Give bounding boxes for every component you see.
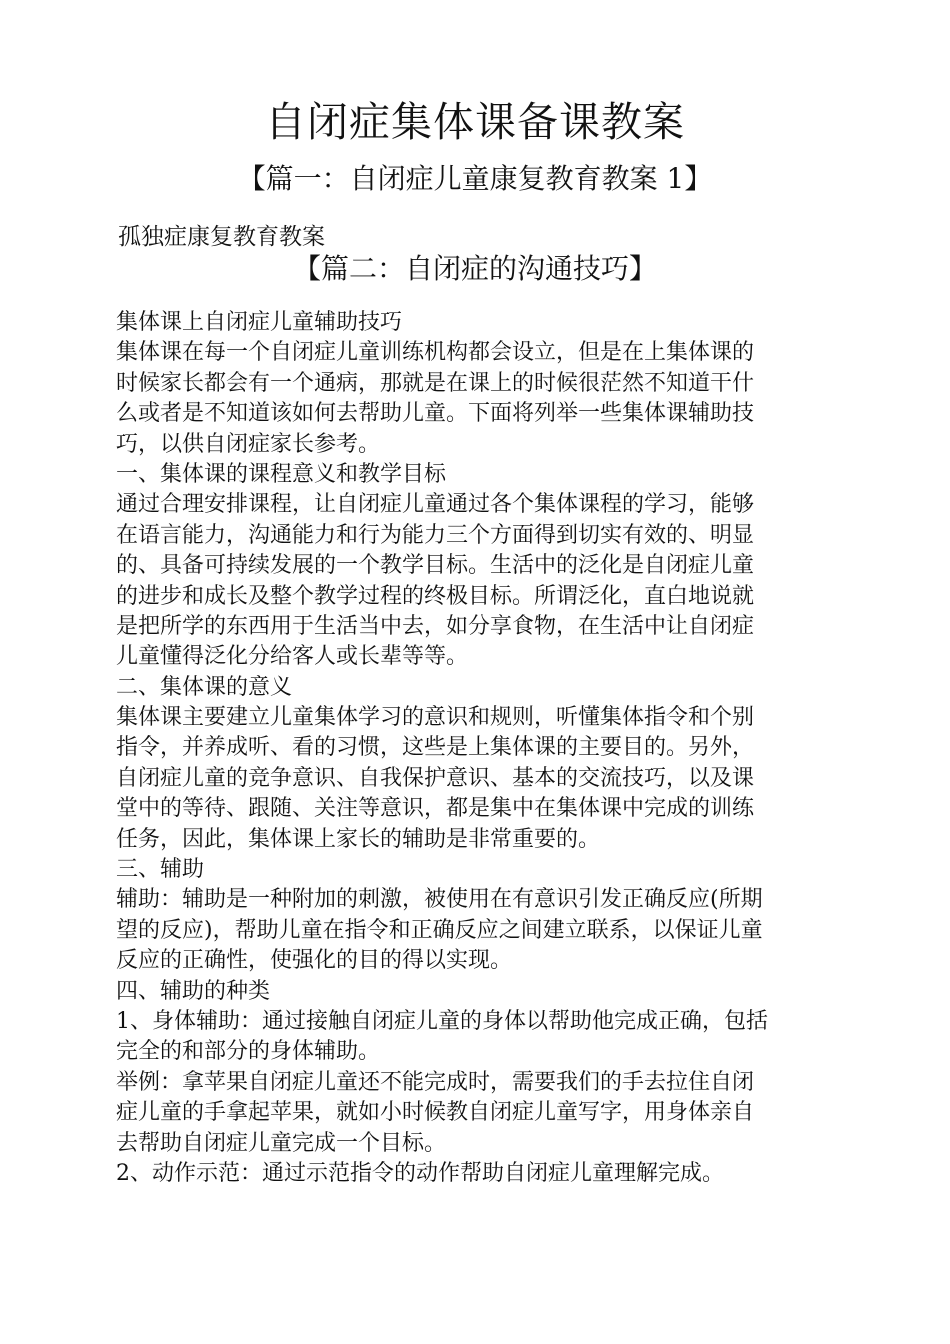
paragraph-line: 集体课上自闭症儿童辅助技巧 bbox=[116, 310, 403, 335]
paragraph-line: 堂中的等待、跟随、关注等意识，都是集中在集体课中完成的训练 bbox=[116, 796, 755, 822]
paragraph-line: 在语言能力，沟通能力和行为能力三个方面得到切实有效的、明显 bbox=[116, 522, 755, 548]
paragraph-line: 去帮助自闭症儿童完成一个目标。 bbox=[116, 1130, 447, 1156]
paragraph-line: 儿童懂得泛化分给客人或长辈等等。 bbox=[116, 644, 469, 670]
paragraph-line: 辅助：辅助是一种附加的刺激，被使用在有意识引发正确反应(所期 bbox=[116, 887, 763, 913]
paragraph-line: 么或者是不知道该如何去帮助儿童。下面将列举一些集体课辅助技 bbox=[116, 401, 755, 427]
body-text bbox=[116, 308, 836, 1189]
paragraph-line: 的进步和成长及整个教学过程的终极目标。所谓泛化，直白地说就 bbox=[116, 583, 755, 609]
paragraph-line: 反应的正确性，使强化的目的得以实现。 bbox=[116, 948, 513, 974]
paragraph-line: 通过合理安排课程，让自闭症儿童通过各个集体课程的学习，能够 bbox=[116, 492, 755, 518]
paragraph-line: 望的反应)，帮助儿童在指令和正确反应之间建立联系，以保证儿童 bbox=[116, 917, 763, 943]
subheading-line: 一、集体课的课程意义和教学目标 bbox=[116, 461, 447, 487]
section-subtitle-1: 孤独症康复教育教案 bbox=[118, 224, 325, 250]
paragraph-line: 时候家长都会有一个通病，那就是在课上的时候很茫然不知道干什 bbox=[116, 370, 755, 396]
section-heading-2: 【篇二：自闭症的沟通技巧】 bbox=[292, 252, 657, 285]
paragraph-line: 集体课主要建立儿童集体学习的意识和规则，听懂集体指令和个别 bbox=[116, 705, 755, 731]
subheading-line: 三、辅助 bbox=[116, 857, 205, 883]
paragraph-line: 症儿童的手拿起苹果，就如小时候教自闭症儿童写字，用身体亲自 bbox=[116, 1100, 755, 1126]
paragraph-line: 巧，以供自闭症家长参考。 bbox=[116, 431, 381, 457]
paragraph-line: 自闭症儿童的竞争意识、自我保护意识、基本的交流技巧，以及课 bbox=[116, 765, 755, 791]
paragraph-line: 完全的和部分的身体辅助。 bbox=[116, 1039, 381, 1065]
paragraph-line: 集体课在每一个自闭症儿童训练机构都会设立，但是在上集体课的 bbox=[116, 340, 755, 366]
paragraph-line: 是把所学的东西用于生活当中去，如分享食物，在生活中让自闭症 bbox=[116, 613, 755, 639]
paragraph-line: 1、身体辅助：通过接触自闭症儿童的身体以帮助他完成正确，包括 bbox=[116, 1008, 768, 1034]
paragraph-line: 任务，因此，集体课上家长的辅助是非常重要的。 bbox=[116, 826, 601, 852]
document-title: 自闭症集体课备课教案 bbox=[265, 98, 685, 146]
subheading-line: 四、辅助的种类 bbox=[116, 978, 271, 1004]
paragraph-line: 2、动作示范：通过示范指令的动作帮助自闭症儿童理解完成。 bbox=[116, 1160, 724, 1186]
section-heading-1: 【篇一：自闭症儿童康复教育教案 1】 bbox=[237, 162, 713, 195]
subheading-line: 二、集体课的意义 bbox=[116, 674, 293, 700]
paragraph-line: 指令，并养成听、看的习惯，这些是上集体课的主要目的。另外， bbox=[116, 735, 755, 761]
paragraph-line: 举例：拿苹果自闭症儿童还不能完成时，需要我们的手去拉住自闭 bbox=[116, 1069, 755, 1095]
paragraph-line: 的、具备可持续发展的一个教学目标。生活中的泛化是自闭症儿童 bbox=[116, 553, 755, 579]
